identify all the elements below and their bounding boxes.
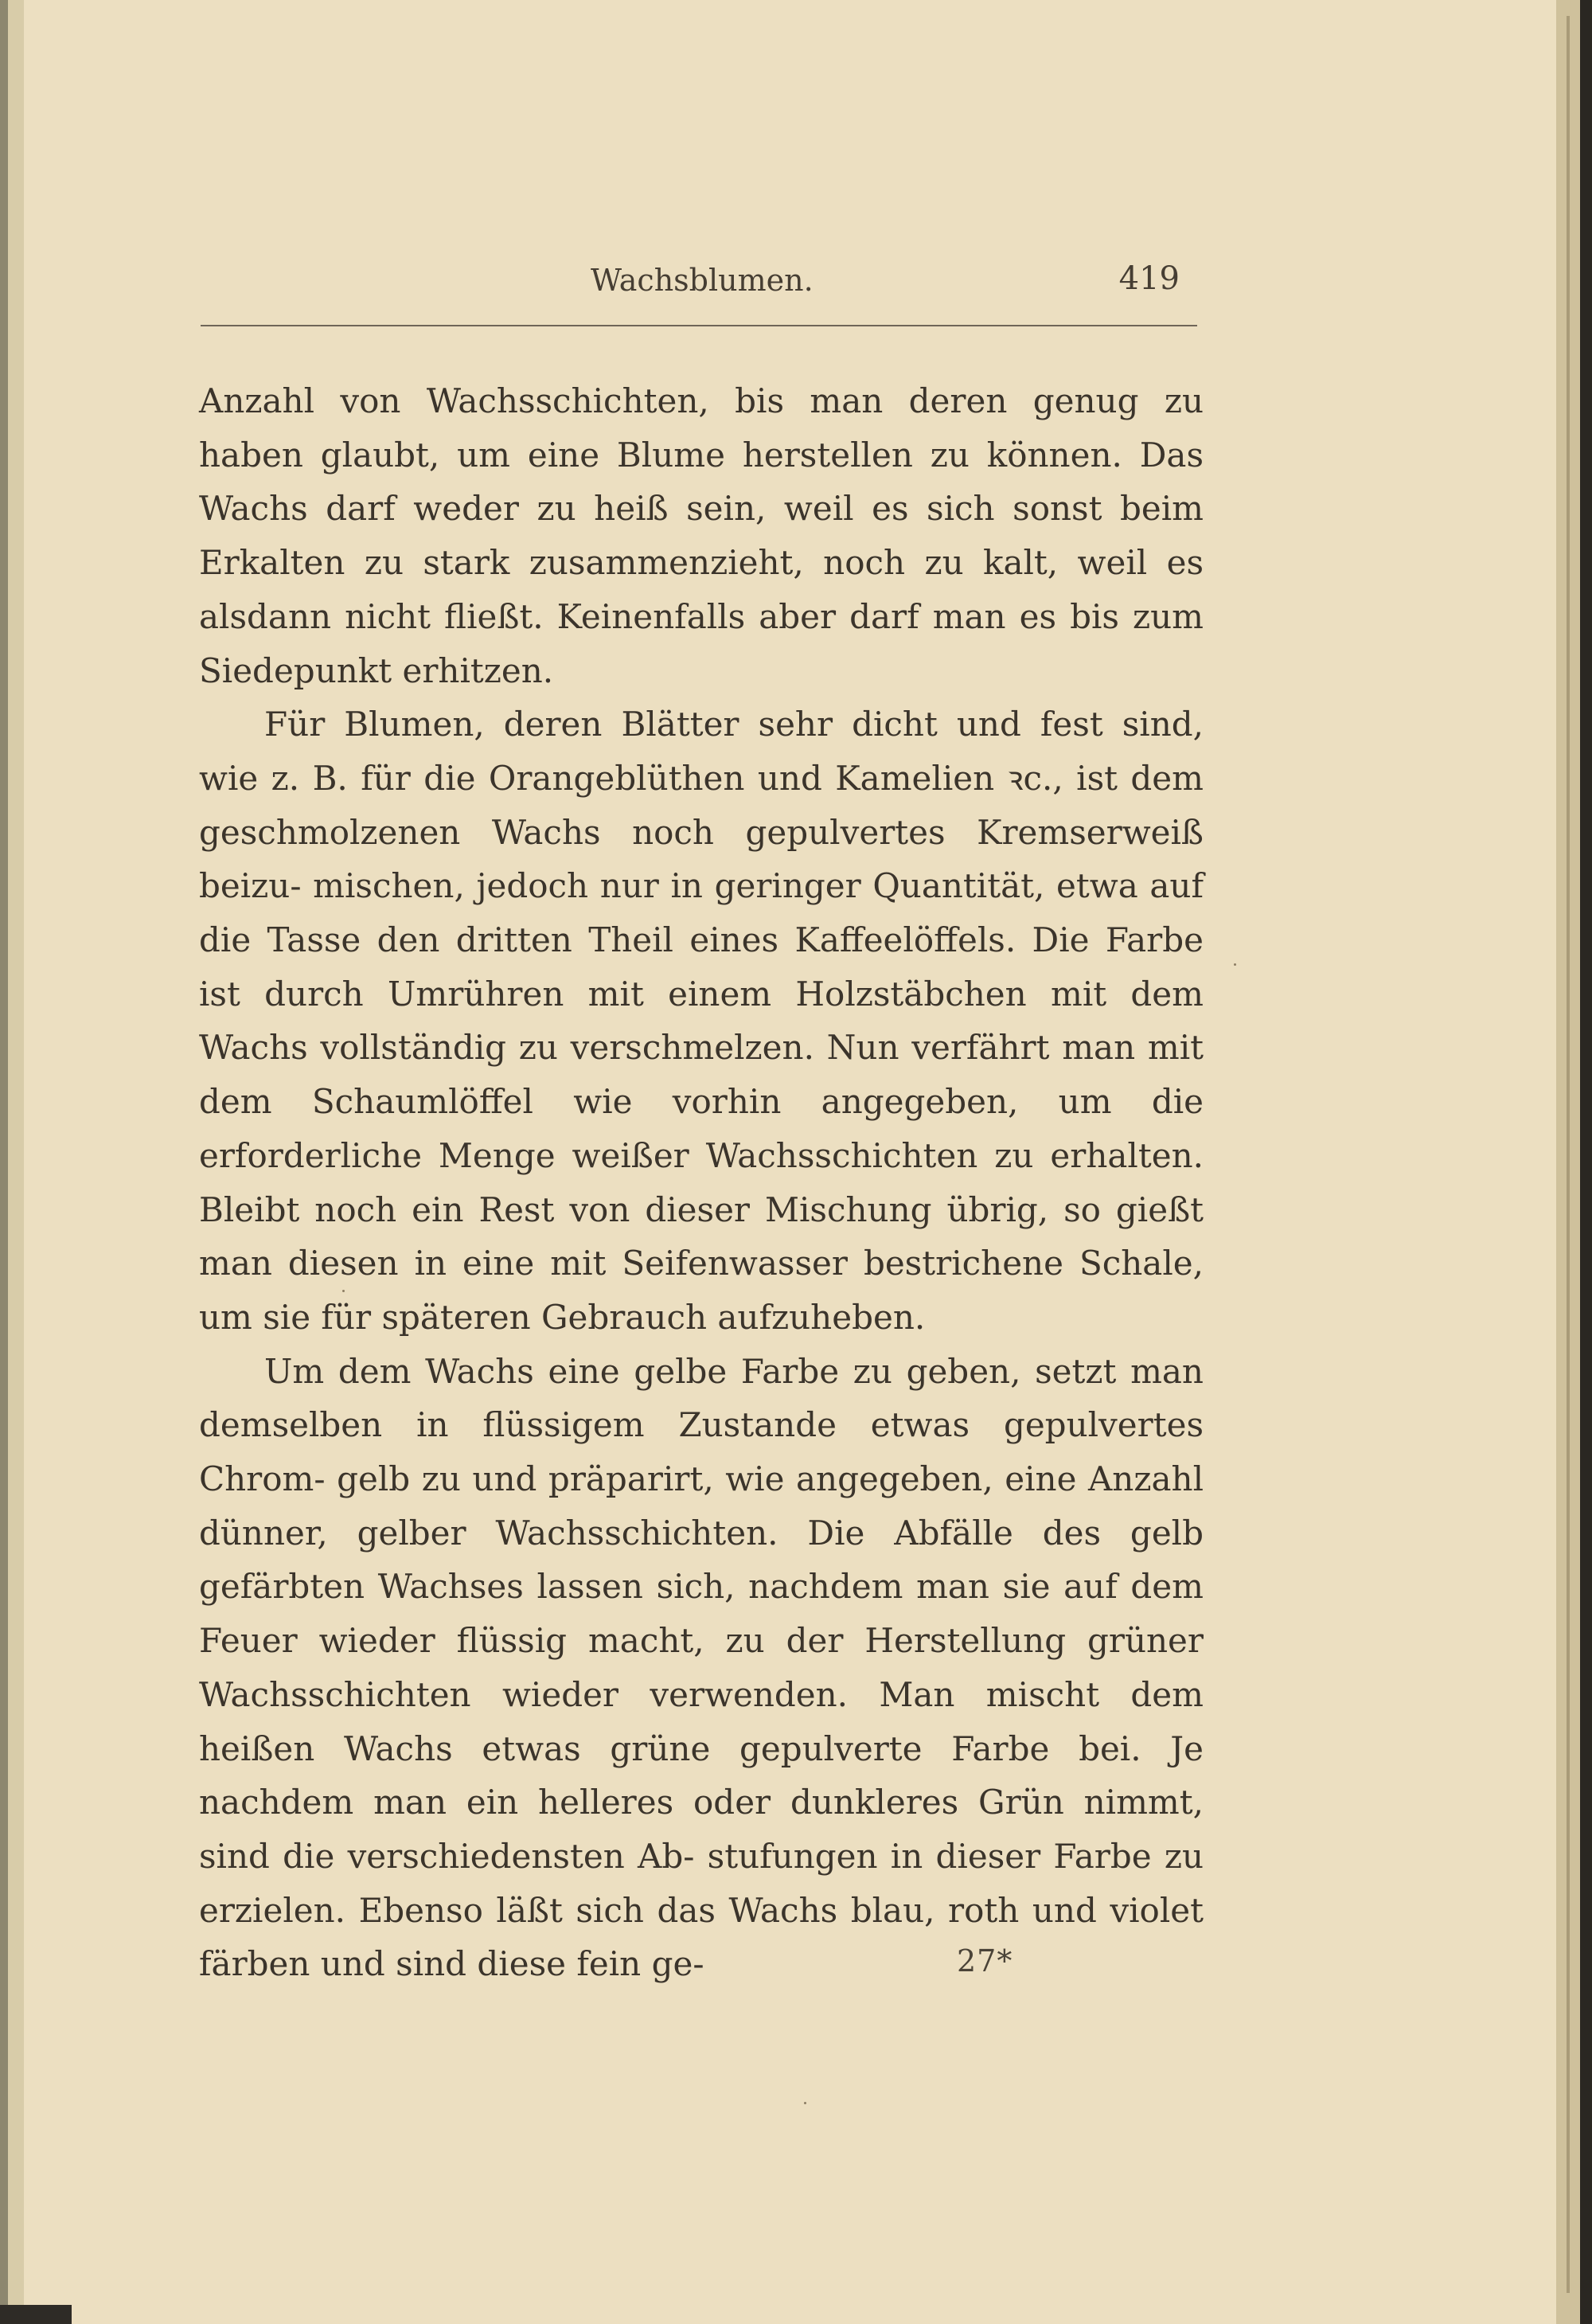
paper-speck	[342, 1290, 345, 1292]
page-left-gutter	[8, 0, 24, 2324]
paper-speck	[1234, 963, 1236, 966]
paragraph: Für Blumen, deren Blätter sehr dicht und fest sind, wie z. B. für die Orangeblüthen und Kamelien ꝛc., ist dem geschmolzenen Wachs noch gepulvertes Kremserweiß beizu- mischen, jedoch nur in geringer Quantität, etwa auf die Tasse den dritten Theil eines Kaffeelöffels. Die Farbe ist durch Umrühren mit einem Holzstäbchen mit dem Wachs vollständig zu verschmelzen. Nun verfährt man mit dem Schaumlöffel wie vorhin angegeben, um die erforderliche Menge weißer Wachsschichten zu erhalten. Bleibt noch ein Rest von dieser Mischung übrig, so gießt man diesen in eine mit Seifenwasser bestrichene Schale, um sie für späteren Gebrauch aufzuheben.	[199, 705, 1204, 1337]
page-number: 419	[1118, 260, 1180, 297]
paper-speck	[804, 2102, 806, 2104]
page-right-edge-line	[1567, 16, 1570, 2293]
running-head	[201, 256, 1197, 304]
page-corner-shadow	[0, 2305, 72, 2324]
body-text	[199, 374, 1204, 1991]
header-rule	[201, 325, 1197, 326]
signature-mark: 27*	[957, 1943, 1013, 1978]
paragraph: Anzahl von Wachsschichten, bis man deren genug zu haben glaubt, um eine Blume herstellen zu können. Das Wachs darf weder zu heiß sein, weil es sich sonst beim Erkalten zu stark zusammenzieht, noch zu kalt, weil es alsdann nicht fließt. Keinenfalls aber darf man es bis zum Siedepunkt erhitzen.	[199, 381, 1204, 690]
paragraph: Um dem Wachs eine gelbe Farbe zu geben, setzt man demselben in flüssigem Zustande etwas gepulvertes Chrom- gelb zu und präparirt, wie angegeben, eine Anzahl dünner, gelber Wachsschichten. Die Abfälle des gelb gefärbten Wachses lassen sich, nachdem man sie auf dem Feuer wieder flüssig macht, zu der Herstellung grüner Wachsschichten wieder verwenden. Man mischt dem heißen Wachs etwas grüne gepulverte Farbe bei. Je nachdem man ein helleres oder dunkleres Grün nimmt, sind die verschiedensten Ab- stufungen in dieser Farbe zu erzielen. Ebenso läßt sich das Wachs blau, roth und violet färben und sind diese fein ge-	[199, 1351, 1204, 1984]
page-left-edge	[0, 0, 8, 2324]
running-head-title: Wachsblumen.	[591, 263, 814, 298]
